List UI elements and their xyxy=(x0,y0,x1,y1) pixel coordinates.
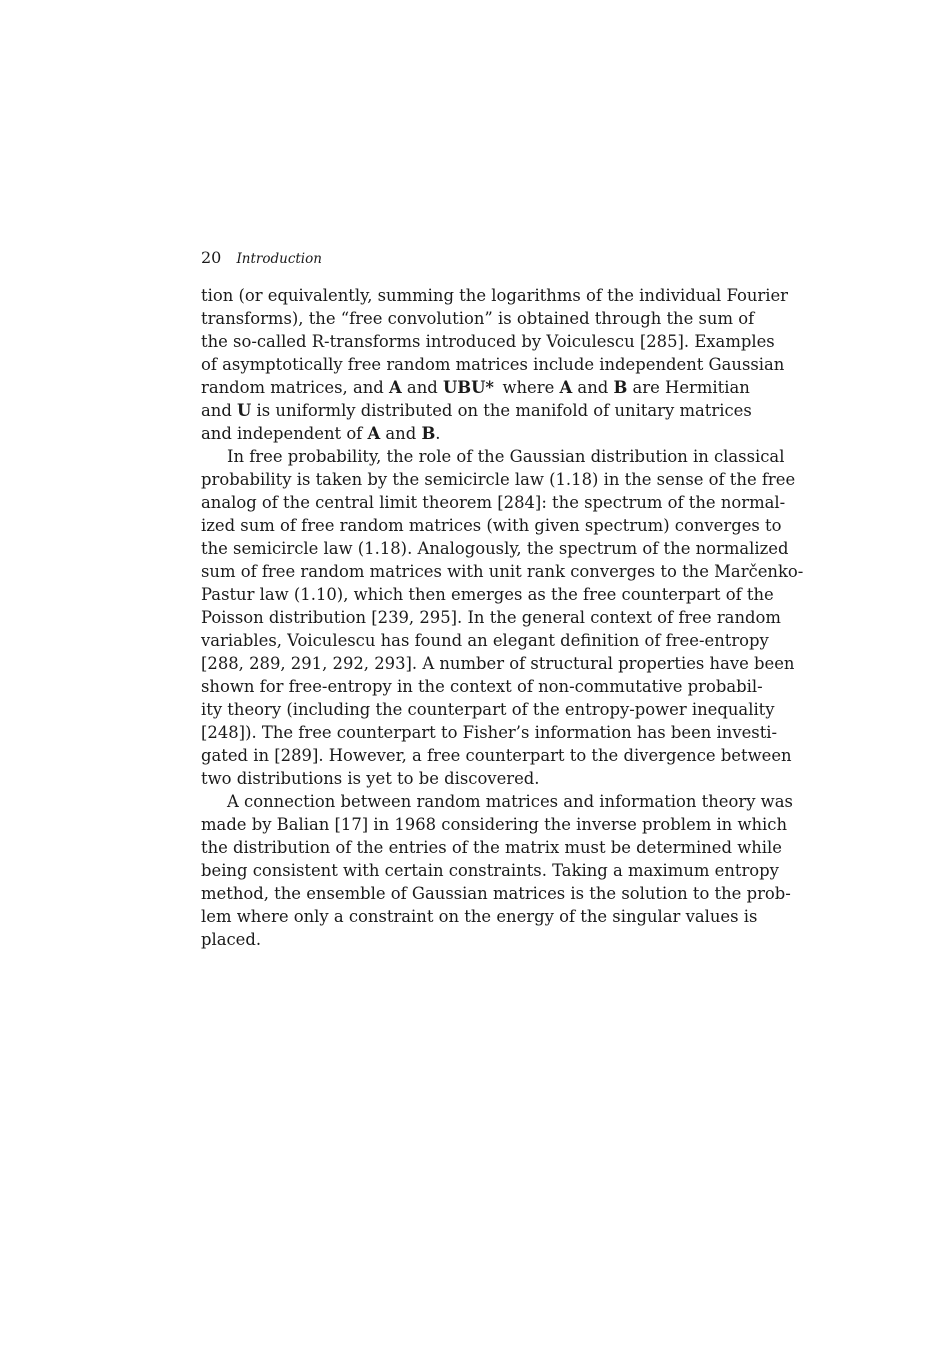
text-line: made by Balian [17] in 1968 considering the inverse problem in which xyxy=(201,815,788,834)
text-line: and U is uniformly distributed on the manifold of unitary matrices xyxy=(201,401,752,420)
text-body xyxy=(201,284,804,951)
text-line: method, the ensemble of Gaussian matrices is the solution to the prob- xyxy=(201,884,791,903)
text-line: Poisson distribution [239, 295]. In the general context of free random xyxy=(201,608,781,627)
text-line: and independent of A and B. xyxy=(201,424,441,443)
running-head xyxy=(201,246,737,270)
text-line: A connection between random matrices and information theory was xyxy=(227,792,793,811)
text-line: the so-called R-transforms introduced by Voiculescu [285]. Examples xyxy=(201,332,775,351)
text-line: sum of free random matrices with unit rank converges to the Marčenko- xyxy=(201,562,804,581)
text-line: [288, 289, 291, 292, 293]. A number of structural properties have been xyxy=(201,654,795,673)
text-line: gated in [289]. However, a free counterpart to the divergence between xyxy=(201,746,792,765)
text-line: ity theory (including the counterpart of the entropy-power inequality xyxy=(201,700,775,719)
text-line: Pastur law (1.10), which then emerges as the free counterpart of the xyxy=(201,585,774,604)
paragraph xyxy=(201,445,804,790)
text-line: variables, Voiculescu has found an elegant definition of free-entropy xyxy=(201,631,769,650)
text-line: In free probability, the role of the Gaussian distribution in classical xyxy=(227,447,785,466)
text-line: transforms), the “free convolution” is obtained through the sum of xyxy=(201,309,755,328)
text-line: tion (or equivalently, summing the logarithms of the individual Fourier xyxy=(201,286,789,305)
page-body xyxy=(201,246,804,951)
text-line: being consistent with certain constraints. Taking a maximum entropy xyxy=(201,861,779,880)
text-line: lem where only a constraint on the energy of the singular values is xyxy=(201,907,758,926)
text-line: of asymptotically free random matrices include independent Gaussian xyxy=(201,355,785,374)
page-number: 20 xyxy=(201,248,222,267)
paragraph xyxy=(201,284,789,445)
paragraph xyxy=(201,790,793,951)
text-line: probability is taken by the semicircle law (1.18) in the sense of the free xyxy=(201,470,796,489)
text-line: [248]). The free counterpart to Fisher’s information has been investi- xyxy=(201,723,778,742)
text-line: shown for free-entropy in the context of non-commutative probabil- xyxy=(201,677,763,696)
text-line: the semicircle law (1.18). Analogously, the spectrum of the normalized xyxy=(201,539,789,558)
text-line: random matrices, and A and UBU* where A and B are Hermitian xyxy=(201,378,750,397)
chapter-title: Introduction xyxy=(236,251,322,267)
text-line: analog of the central limit theorem [284]: the spectrum of the normal- xyxy=(201,493,786,512)
text-line: the distribution of the entries of the matrix must be determined while xyxy=(201,838,782,857)
text-line: placed. xyxy=(201,930,262,949)
text-line: two distributions is yet to be discovered. xyxy=(201,769,540,788)
text-line: ized sum of free random matrices (with given spectrum) converges to xyxy=(201,516,782,535)
